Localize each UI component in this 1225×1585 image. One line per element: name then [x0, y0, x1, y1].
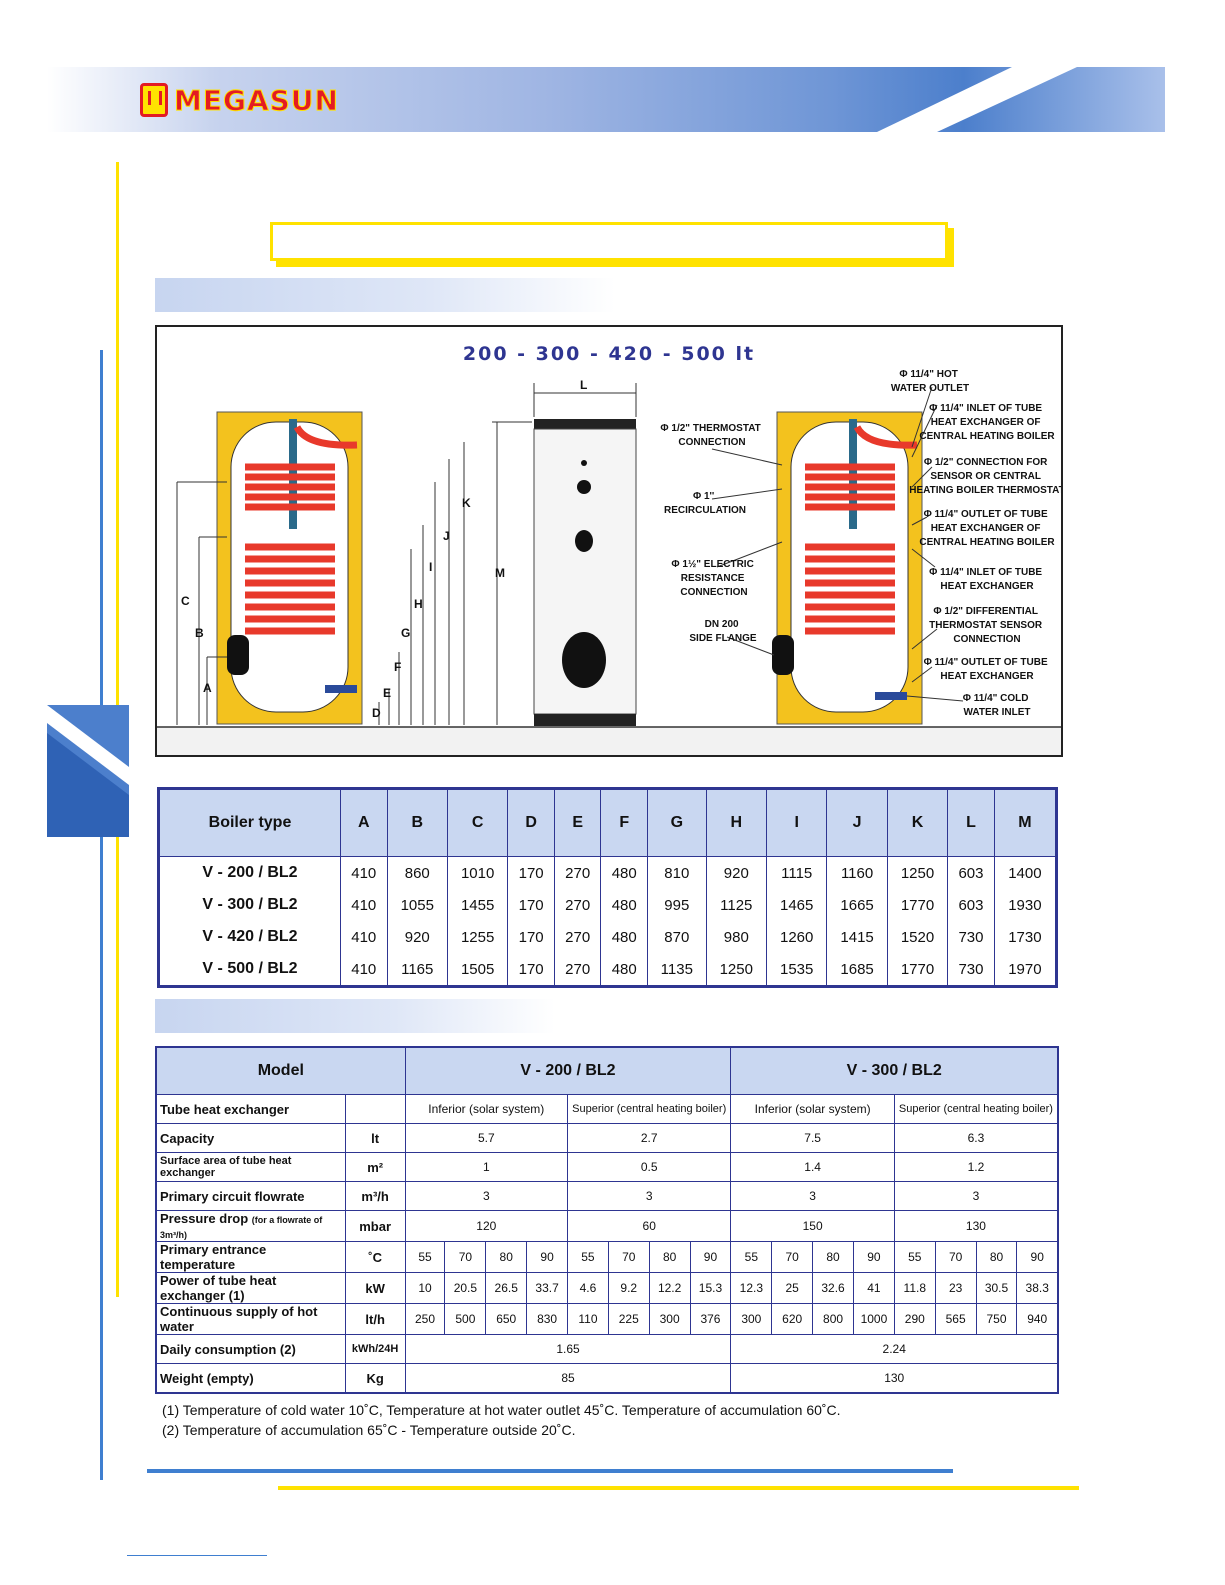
header-col-c: C — [447, 789, 507, 857]
spec-unit: m³/h — [345, 1182, 405, 1211]
dimension-cell: 870 — [648, 921, 707, 953]
boiler-type-cell: V - 420 / BL2 — [159, 921, 341, 953]
dimension-cell: 270 — [554, 953, 601, 987]
header-boiler-type: Boiler type — [159, 789, 341, 857]
spec-value-cell: 800 — [813, 1304, 854, 1335]
label-thermostat: Φ 1/2" THERMOSTAT CONNECTION — [660, 423, 761, 448]
dim-letter-k: K — [462, 496, 471, 510]
header-col-a: A — [341, 789, 388, 857]
spec-row-pressure — [156, 1211, 1058, 1242]
footnote-2: (2) Temperature of accumulation 65˚C - Temperature outside 20˚C. — [162, 1422, 576, 1438]
spec-value-cell: 1.65 — [405, 1335, 731, 1364]
dimension-cell: 730 — [948, 953, 995, 987]
spec-value-cell: 0.5 — [568, 1153, 731, 1182]
header-col-d: D — [508, 789, 555, 857]
dim-letter-g: G — [401, 626, 411, 640]
spec-value-cell: 33.7 — [527, 1273, 568, 1304]
dimension-cell: 1970 — [994, 953, 1056, 987]
dimensions-row — [159, 953, 1057, 987]
spec-row-power — [156, 1273, 1058, 1304]
label-outlet-tube: Φ 11/4" OUTLET OF TUBE HEAT EXCHANGER — [923, 657, 1048, 682]
dim-letter-b: B — [195, 626, 204, 640]
spec-value-cell: 3 — [405, 1182, 567, 1211]
dimension-cell: 480 — [601, 889, 648, 921]
spec-value-cell: 225 — [608, 1304, 649, 1335]
spec-value-cell: 650 — [486, 1304, 527, 1335]
dimension-cell: 920 — [387, 921, 447, 953]
spec-label-text: Continuous supply of hot water — [160, 1304, 318, 1334]
spec-value-cell: 55 — [894, 1242, 935, 1273]
spec-value-cell: 376 — [690, 1304, 731, 1335]
spec-exchanger-cell: Superior (central heating boiler) — [894, 1095, 1058, 1124]
spec-row-surface — [156, 1153, 1058, 1182]
brand-name: MEGASUN — [174, 83, 339, 117]
spec-value-cell: 12.3 — [731, 1273, 772, 1304]
spec-unit: m² — [345, 1153, 405, 1182]
spec-value-cell: 620 — [772, 1304, 813, 1335]
dimension-cell: 410 — [341, 889, 388, 921]
spec-label-text: Capacity — [160, 1130, 215, 1146]
dim-letter-a: A — [203, 681, 212, 695]
header-col-j: J — [827, 789, 887, 857]
dimension-cell: 410 — [341, 857, 388, 890]
spec-value-cell: 80 — [976, 1242, 1017, 1273]
dimension-cell: 920 — [706, 857, 766, 890]
decor-blue-line — [100, 350, 103, 1480]
spec-value-cell: 85 — [405, 1364, 731, 1394]
spec-value-cell: 12.2 — [649, 1273, 690, 1304]
megasun-logo-icon — [140, 83, 168, 117]
spec-label — [156, 1211, 345, 1242]
right-boiler-cutaway — [772, 412, 922, 724]
label-electric-resistance: Φ 1½" ELECTRIC RESISTANCE CONNECTION — [671, 559, 754, 598]
spec-value-cell: 120 — [405, 1211, 567, 1242]
spec-value-cell: 9.2 — [608, 1273, 649, 1304]
spec-value-cell: 70 — [445, 1242, 486, 1273]
spec-unit: lt — [345, 1124, 405, 1153]
dimension-cell: 1465 — [766, 889, 826, 921]
spec-exchanger-cell: Inferior (solar system) — [405, 1095, 567, 1124]
spec-value-cell: 150 — [731, 1211, 894, 1242]
dimension-cell: 1730 — [994, 921, 1056, 953]
spec-value-cell: 41 — [853, 1273, 894, 1304]
dimension-cell: 480 — [601, 953, 648, 987]
dim-letter-i: I — [429, 560, 433, 574]
dimensions-row — [159, 857, 1057, 890]
boiler-type-cell: V - 500 / BL2 — [159, 953, 341, 987]
spec-row-flowrate — [156, 1182, 1058, 1211]
dimension-cell: 1505 — [447, 953, 507, 987]
dimension-cell: 1125 — [706, 889, 766, 921]
dimension-cell: 1455 — [447, 889, 507, 921]
spec-label-note: (for a flowrate of 3m³/h) — [160, 1215, 323, 1240]
spec-unit: mbar — [345, 1211, 405, 1242]
header-col-l: L — [948, 789, 995, 857]
spec-value-cell: 23 — [935, 1273, 976, 1304]
spec-value-cell: 15.3 — [690, 1273, 731, 1304]
spec-value-cell: 750 — [976, 1304, 1017, 1335]
spec-value-cell: 70 — [772, 1242, 813, 1273]
dimension-cell: 1520 — [887, 921, 947, 953]
spec-value-cell: 290 — [894, 1304, 935, 1335]
spec-value-cell: 90 — [527, 1242, 568, 1273]
header-col-k: K — [887, 789, 947, 857]
header-col-f: F — [601, 789, 648, 857]
spec-unit: lt/h — [345, 1304, 405, 1335]
dim-letter-e: E — [383, 686, 392, 700]
dimension-cell: 603 — [948, 889, 995, 921]
section-band-specs — [155, 999, 555, 1033]
spec-row-weight — [156, 1364, 1058, 1394]
spec-value-cell: 5.7 — [405, 1124, 567, 1153]
spec-label-text: Surface area of tube heat exchanger — [160, 1155, 292, 1179]
spec-label — [156, 1182, 345, 1211]
spec-value-cell: 300 — [731, 1304, 772, 1335]
spec-value-cell: 10 — [405, 1273, 445, 1304]
dimensions-header-row — [159, 789, 1057, 857]
spec-row-supply — [156, 1304, 1058, 1335]
dimension-cell: 1255 — [447, 921, 507, 953]
spec-label-text: Power of tube heat exchanger (1) — [160, 1273, 277, 1303]
spec-model-v300: V - 300 / BL2 — [731, 1047, 1058, 1095]
label-sensor: Φ 1/2" CONNECTION FOR SENSOR OR CENTRAL HEATING BOILER THERMOSTAT — [909, 457, 1061, 496]
footnote-1: (1) Temperature of cold water 10˚C, Temperature at hot water outlet 45˚C. Temperature of accumulation 60˚C. — [162, 1402, 841, 1418]
spec-value-cell: 55 — [405, 1242, 445, 1273]
spec-row-exchanger — [156, 1095, 1058, 1124]
spec-value-cell: 300 — [649, 1304, 690, 1335]
spec-value-cell: 3 — [568, 1182, 731, 1211]
left-boiler-cutaway — [217, 412, 362, 724]
footer-blue-line — [147, 1469, 953, 1473]
brand-logo — [140, 83, 339, 117]
dimension-cell: 1115 — [766, 857, 826, 890]
dimension-cell: 170 — [508, 921, 555, 953]
header-col-h: H — [706, 789, 766, 857]
spec-model-header: Model — [156, 1047, 405, 1095]
header-col-g: G — [648, 789, 707, 857]
spec-value-cell: 80 — [649, 1242, 690, 1273]
dimension-cell: 1665 — [827, 889, 887, 921]
diagram-title: 200 - 300 - 420 - 500 lt — [462, 343, 756, 365]
dimension-cell: 860 — [387, 857, 447, 890]
dim-letter-c: C — [181, 594, 190, 608]
spec-exchanger-cell: Inferior (solar system) — [731, 1095, 894, 1124]
dimensions-row — [159, 921, 1057, 953]
spec-value-cell: 55 — [731, 1242, 772, 1273]
spec-label-text: Daily consumption (2) — [160, 1341, 296, 1357]
spec-value-cell: 3 — [731, 1182, 894, 1211]
spec-row-capacity — [156, 1124, 1058, 1153]
spec-label-text: Pressure drop — [160, 1211, 249, 1226]
dimension-cell: 480 — [601, 857, 648, 890]
dimension-cell: 1770 — [887, 889, 947, 921]
spec-value-cell: 1.2 — [894, 1153, 1058, 1182]
spec-row-model — [156, 1047, 1058, 1095]
dimensions-row — [159, 889, 1057, 921]
spec-value-cell: 55 — [568, 1242, 609, 1273]
label-outlet-boiler: Φ 11/4" OUTLET OF TUBE HEAT EXCHANGER OF CENTRAL HEATING BOILER — [919, 509, 1055, 548]
boiler-diagram — [155, 325, 1063, 757]
spec-value-cell: 130 — [731, 1364, 1058, 1394]
spec-label-text: Primary circuit flowrate — [160, 1188, 305, 1204]
spec-label — [156, 1153, 345, 1182]
spec-value-cell: 70 — [608, 1242, 649, 1273]
dim-letter-l: L — [580, 378, 588, 392]
spec-label — [156, 1242, 345, 1273]
dimension-cell: 730 — [948, 921, 995, 953]
dimension-cell: 170 — [508, 857, 555, 890]
spec-value-cell: 500 — [445, 1304, 486, 1335]
spec-value-cell: 80 — [486, 1242, 527, 1273]
dimensions-table — [157, 787, 1058, 988]
footer-yellow-line — [278, 1486, 1079, 1490]
dimension-cell: 810 — [648, 857, 707, 890]
boiler-type-cell: V - 300 / BL2 — [159, 889, 341, 921]
spec-value-cell: 940 — [1017, 1304, 1058, 1335]
spec-value-cell: 2.7 — [568, 1124, 731, 1153]
spec-value-cell: 2.24 — [731, 1335, 1058, 1364]
dim-letter-h: H — [414, 597, 423, 611]
boiler-type-cell: V - 200 / BL2 — [159, 857, 341, 890]
label-hot-water-outlet: Φ 11/4" HOT WATER OUTLET — [890, 369, 970, 394]
label-side-flange: DN 200 SIDE FLANGE — [689, 619, 757, 644]
spec-row-temperature — [156, 1242, 1058, 1273]
spec-unit: kW — [345, 1273, 405, 1304]
dimension-cell: 1055 — [387, 889, 447, 921]
spec-label-text: Weight (empty) — [160, 1370, 254, 1386]
spec-value-cell: 90 — [853, 1242, 894, 1273]
spec-value-cell: 1.4 — [731, 1153, 894, 1182]
spec-value-cell: 7.5 — [731, 1124, 894, 1153]
label-recirculation: Φ 1'' RECIRCULATION — [663, 491, 747, 516]
dimension-cell: 603 — [948, 857, 995, 890]
dimension-cell: 270 — [554, 889, 601, 921]
spec-value-cell: 11.8 — [894, 1273, 935, 1304]
spec-value-cell: 90 — [1017, 1242, 1058, 1273]
spec-value-cell: 32.6 — [813, 1273, 854, 1304]
dimension-cell: 1250 — [706, 953, 766, 987]
spec-value-cell: 110 — [568, 1304, 609, 1335]
dimension-cell: 170 — [508, 889, 555, 921]
dimension-cell: 1535 — [766, 953, 826, 987]
spec-value-cell: 25 — [772, 1273, 813, 1304]
dimension-cell: 480 — [601, 921, 648, 953]
dimension-cell: 1685 — [827, 953, 887, 987]
label-differential: Φ 1/2" DIFFERENTIAL THERMOSTAT SENSOR CONNECTION — [929, 606, 1043, 645]
spec-unit: Kg — [345, 1364, 405, 1394]
spec-exchanger-cell: Superior (central heating boiler) — [568, 1095, 731, 1124]
side-tab — [47, 705, 129, 837]
dimension-cell: 1260 — [766, 921, 826, 953]
spec-label: Tube heat exchanger — [156, 1095, 345, 1124]
header-col-e: E — [554, 789, 601, 857]
middle-boiler-exterior — [534, 419, 636, 726]
spec-value-cell: 70 — [935, 1242, 976, 1273]
spec-unit: ˚C — [345, 1242, 405, 1273]
spec-label — [156, 1335, 345, 1364]
label-cold-water-inlet: Φ 11/4" COLD WATER INLET — [962, 693, 1031, 718]
dim-letter-d: D — [372, 706, 381, 720]
spec-value-cell: 565 — [935, 1304, 976, 1335]
dimension-cell: 270 — [554, 857, 601, 890]
ground — [157, 727, 1061, 755]
spec-unit — [345, 1095, 405, 1124]
dimension-cell: 1135 — [648, 953, 707, 987]
dim-letter-f: F — [394, 660, 402, 674]
spec-row-daily — [156, 1335, 1058, 1364]
spec-value-cell: 20.5 — [445, 1273, 486, 1304]
dimension-cell: 270 — [554, 921, 601, 953]
dimension-cell: 1160 — [827, 857, 887, 890]
spec-value-cell: 1 — [405, 1153, 567, 1182]
spec-label — [156, 1273, 345, 1304]
spec-value-cell: 38.3 — [1017, 1273, 1058, 1304]
spec-label — [156, 1304, 345, 1335]
spec-value-cell: 90 — [690, 1242, 731, 1273]
spec-value-cell: 26.5 — [486, 1273, 527, 1304]
footer-underline — [127, 1555, 267, 1556]
title-box — [270, 222, 948, 261]
spec-value-cell: 6.3 — [894, 1124, 1058, 1153]
spec-value-cell: 80 — [813, 1242, 854, 1273]
spec-value-cell: 1000 — [853, 1304, 894, 1335]
dimension-cell: 410 — [341, 953, 388, 987]
spec-value-cell: 3 — [894, 1182, 1058, 1211]
header-col-b: B — [387, 789, 447, 857]
section-band-dimensions — [155, 278, 615, 312]
dim-letter-m: M — [495, 566, 505, 580]
dimension-cell: 1400 — [994, 857, 1056, 890]
dimension-cell: 1250 — [887, 857, 947, 890]
spec-value-cell: 250 — [405, 1304, 445, 1335]
spec-label-text: Primary entrance temperature — [160, 1242, 267, 1272]
header-col-i: I — [766, 789, 826, 857]
dimension-cell: 1010 — [447, 857, 507, 890]
dimension-cell: 1415 — [827, 921, 887, 953]
spec-label — [156, 1364, 345, 1394]
spec-model-v200: V - 200 / BL2 — [405, 1047, 731, 1095]
dimension-cell: 170 — [508, 953, 555, 987]
dimension-cell: 410 — [341, 921, 388, 953]
dimension-cell: 995 — [648, 889, 707, 921]
specifications-table — [155, 1046, 1059, 1394]
spec-value-cell: 30.5 — [976, 1273, 1017, 1304]
header-col-m: M — [994, 789, 1056, 857]
dimension-cell: 1930 — [994, 889, 1056, 921]
dim-letter-j: J — [443, 529, 450, 543]
spec-value-cell: 130 — [894, 1211, 1058, 1242]
dimension-cell: 980 — [706, 921, 766, 953]
spec-value-cell: 60 — [568, 1211, 731, 1242]
spec-value-cell: 830 — [527, 1304, 568, 1335]
label-inlet-tube: Φ 11/4" INLET OF TUBE HEAT EXCHANGER — [929, 567, 1043, 592]
dimension-cell: 1165 — [387, 953, 447, 987]
spec-label — [156, 1124, 345, 1153]
spec-value-cell: 4.6 — [568, 1273, 609, 1304]
spec-unit: kWh/24H — [345, 1335, 405, 1364]
label-inlet-boiler: Φ 11/4" INLET OF TUBE HEAT EXCHANGER OF CENTRAL HEATING BOILER — [919, 403, 1055, 442]
dimension-cell: 1770 — [887, 953, 947, 987]
